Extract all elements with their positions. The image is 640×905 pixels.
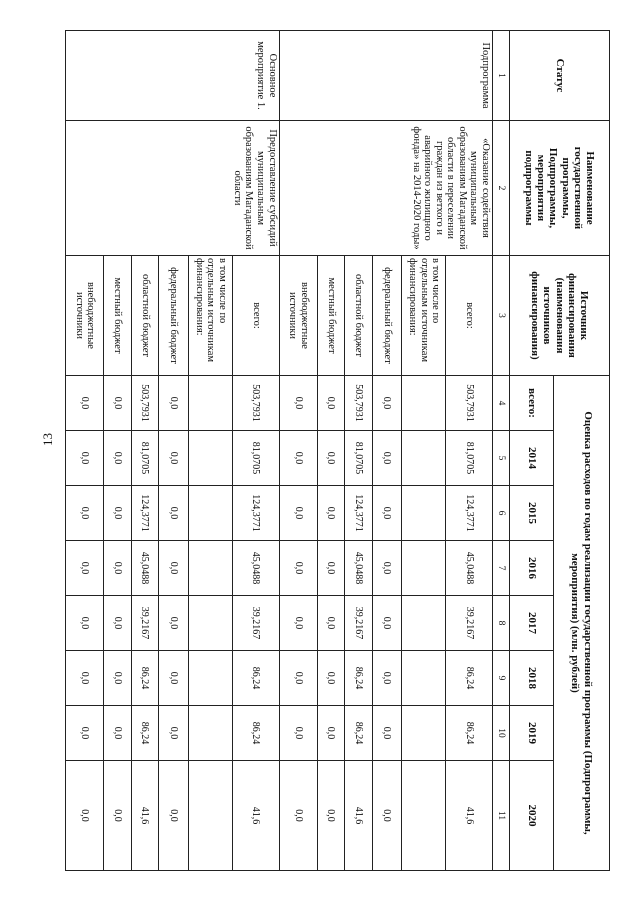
value-cell — [402, 596, 446, 651]
source-cell: в том числе по отдельным источникам финансирования: — [188, 256, 232, 376]
source-cell: федеральный бюджет — [159, 256, 189, 376]
value-cell — [188, 761, 232, 871]
value-cell: 0,0 — [279, 651, 317, 706]
value-cell: 0,0 — [159, 431, 189, 486]
value-cell: 41,6 — [446, 761, 493, 871]
value-cell: 503,7931 — [233, 376, 280, 431]
column-index: 5 — [493, 431, 510, 486]
value-cell: 0,0 — [279, 431, 317, 486]
value-cell: 124,3771 — [446, 486, 493, 541]
value-cell: 41,6 — [131, 761, 158, 871]
value-cell — [402, 761, 446, 871]
value-cell: 0,0 — [279, 486, 317, 541]
column-index: 4 — [493, 376, 510, 431]
value-cell: 0,0 — [104, 706, 131, 761]
page-number: 13 — [40, 433, 55, 446]
value-cell: 0,0 — [66, 651, 104, 706]
value-cell: 41,6 — [233, 761, 280, 871]
source-cell: всего: — [233, 256, 280, 376]
value-cell — [188, 541, 232, 596]
value-cell: 0,0 — [159, 706, 189, 761]
value-cell: 0,0 — [159, 376, 189, 431]
value-cell: 0,0 — [66, 431, 104, 486]
value-cell: 503,7931 — [131, 376, 158, 431]
column-index: 3 — [493, 256, 510, 376]
value-cell: 0,0 — [279, 541, 317, 596]
value-cell: 0,0 — [159, 761, 189, 871]
value-cell: 39,2167 — [233, 596, 280, 651]
value-cell — [188, 486, 232, 541]
source-cell: в том числе по отдельным источникам финансирования: — [402, 256, 446, 376]
value-cell: 39,2167 — [131, 596, 158, 651]
column-index: 6 — [493, 486, 510, 541]
value-cell: 0,0 — [372, 376, 402, 431]
value-cell: 0,0 — [66, 761, 104, 871]
value-cell: 124,3771 — [131, 486, 158, 541]
column-index: 1 — [493, 31, 510, 121]
value-cell: 0,0 — [317, 651, 344, 706]
header-source: Источник финансирования (наименования источников финансирования) — [510, 256, 610, 376]
value-cell: 0,0 — [279, 376, 317, 431]
status-cell: Подпрограмма — [279, 31, 492, 121]
table-row — [233, 31, 280, 871]
source-cell: областной бюджет — [345, 256, 372, 376]
value-cell: 0,0 — [317, 761, 344, 871]
table-row — [446, 31, 493, 871]
value-cell: 0,0 — [372, 486, 402, 541]
column-index: 8 — [493, 596, 510, 651]
value-cell: 503,7931 — [446, 376, 493, 431]
value-cell — [402, 486, 446, 541]
value-cell: 86,24 — [233, 651, 280, 706]
header-year: 2020 — [510, 761, 554, 871]
value-cell: 0,0 — [66, 376, 104, 431]
value-cell — [188, 706, 232, 761]
value-cell — [402, 376, 446, 431]
source-cell: федеральный бюджет — [372, 256, 402, 376]
header-estimate: Оценка расходов по годам реализации государственной программы (Подпрограммы, мероприятия) (млн. рублей) — [554, 376, 610, 871]
value-cell: 0,0 — [372, 431, 402, 486]
value-cell: 0,0 — [104, 651, 131, 706]
table-body — [66, 31, 493, 871]
value-cell: 124,3771 — [345, 486, 372, 541]
value-cell: 86,24 — [131, 706, 158, 761]
source-cell: местный бюджет — [317, 256, 344, 376]
value-cell: 0,0 — [104, 761, 131, 871]
value-cell: 0,0 — [372, 706, 402, 761]
value-cell: 81,0705 — [233, 431, 280, 486]
header-year: 2017 — [510, 596, 554, 651]
value-cell: 0,0 — [104, 376, 131, 431]
value-cell: 45,0488 — [345, 541, 372, 596]
column-index-row — [493, 31, 510, 871]
source-cell: всего: — [446, 256, 493, 376]
value-cell: 0,0 — [104, 486, 131, 541]
header-year: 2016 — [510, 541, 554, 596]
value-cell: 0,0 — [279, 761, 317, 871]
rotated-table-container — [65, 30, 610, 870]
value-cell: 0,0 — [317, 596, 344, 651]
source-cell: внебюджетные источники — [279, 256, 317, 376]
value-cell: 0,0 — [66, 541, 104, 596]
value-cell: 45,0488 — [131, 541, 158, 596]
column-index: 7 — [493, 541, 510, 596]
value-cell: 81,0705 — [446, 431, 493, 486]
header-year: 2015 — [510, 486, 554, 541]
value-cell: 0,0 — [104, 541, 131, 596]
value-cell: 81,0705 — [131, 431, 158, 486]
value-cell — [188, 376, 232, 431]
value-cell: 41,6 — [345, 761, 372, 871]
value-cell: 0,0 — [317, 541, 344, 596]
value-cell — [402, 431, 446, 486]
value-cell: 0,0 — [66, 486, 104, 541]
value-cell: 45,0488 — [446, 541, 493, 596]
value-cell: 0,0 — [372, 596, 402, 651]
header-name: Наименование государственной программы, Подпрограммы, мероприятия подпрограммы — [510, 121, 610, 256]
name-cell: «Оказание содействия муниципальным образованиям Магаданской области в переселении граждан из ветхого и аварийного жилищного фонда» на 2014-2020 годы» — [279, 121, 492, 256]
column-index: 9 — [493, 651, 510, 706]
value-cell: 86,24 — [131, 651, 158, 706]
status-cell: Основное мероприятие 1. — [66, 31, 280, 121]
value-cell: 0,0 — [372, 761, 402, 871]
value-cell: 39,2167 — [345, 596, 372, 651]
value-cell: 0,0 — [317, 431, 344, 486]
value-cell: 86,24 — [446, 651, 493, 706]
value-cell: 0,0 — [159, 596, 189, 651]
value-cell: 503,7931 — [345, 376, 372, 431]
value-cell: 86,24 — [233, 706, 280, 761]
value-cell: 0,0 — [372, 541, 402, 596]
value-cell — [188, 431, 232, 486]
column-index: 2 — [493, 121, 510, 256]
value-cell: 39,2167 — [446, 596, 493, 651]
value-cell: 0,0 — [104, 431, 131, 486]
header-year: 2014 — [510, 431, 554, 486]
header-total: всего: — [510, 376, 554, 431]
value-cell: 0,0 — [317, 706, 344, 761]
value-cell: 0,0 — [159, 486, 189, 541]
value-cell: 81,0705 — [345, 431, 372, 486]
value-cell: 0,0 — [66, 706, 104, 761]
value-cell — [188, 651, 232, 706]
value-cell — [402, 651, 446, 706]
value-cell: 86,24 — [345, 651, 372, 706]
value-cell: 0,0 — [159, 541, 189, 596]
value-cell: 0,0 — [66, 596, 104, 651]
header-status: Статус — [510, 31, 610, 121]
value-cell — [402, 706, 446, 761]
value-cell: 0,0 — [104, 596, 131, 651]
source-cell: местный бюджет — [104, 256, 131, 376]
value-cell: 0,0 — [317, 376, 344, 431]
value-cell: 0,0 — [279, 596, 317, 651]
header-year: 2018 — [510, 651, 554, 706]
column-index: 10 — [493, 706, 510, 761]
value-cell: 45,0488 — [233, 541, 280, 596]
value-cell: 0,0 — [317, 486, 344, 541]
source-cell: внебюджетные источники — [66, 256, 104, 376]
financing-table — [65, 30, 610, 871]
value-cell — [188, 596, 232, 651]
header-year: 2019 — [510, 706, 554, 761]
value-cell: 0,0 — [159, 651, 189, 706]
value-cell: 0,0 — [372, 651, 402, 706]
source-cell: областной бюджет — [131, 256, 158, 376]
value-cell: 86,24 — [446, 706, 493, 761]
value-cell — [402, 541, 446, 596]
column-index: 11 — [493, 761, 510, 871]
name-cell: Предоставление субсидий муниципальным образованиям Магаданской области — [66, 121, 280, 256]
value-cell: 86,24 — [345, 706, 372, 761]
value-cell: 124,3771 — [233, 486, 280, 541]
value-cell: 0,0 — [279, 706, 317, 761]
